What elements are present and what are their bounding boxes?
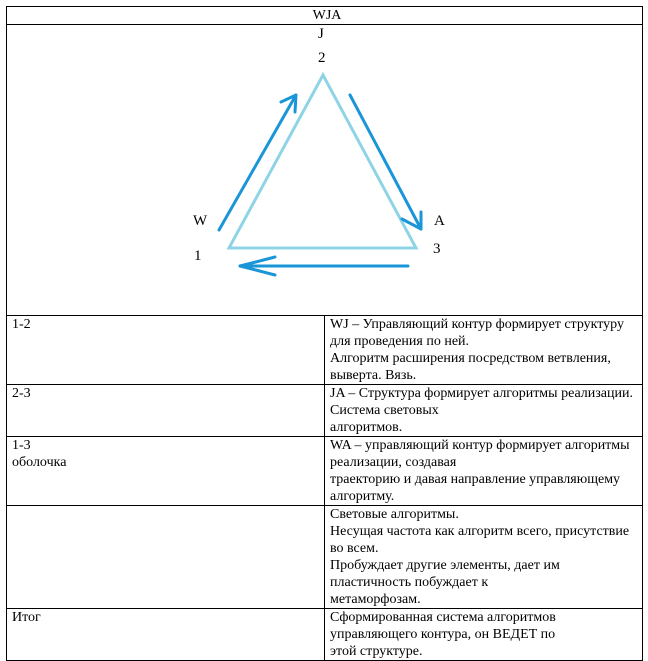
row-description: Сформированная система алгоритмов управляющего контура, он ВЕДЕТ по этой структуре. [325, 609, 643, 661]
triangle-diagram [7, 25, 643, 315]
table-title: WJA [7, 7, 643, 25]
row-key: 1-2 [7, 316, 325, 385]
vertex-number-1: 1 [194, 248, 202, 264]
triangle-diagram-cell [7, 25, 643, 316]
row-key: Итог [7, 609, 325, 661]
arrow-1-to-2 [219, 95, 296, 230]
row-description: Световые алгоритмы. Несущая частота как алгоритм всего, присутствие во всем. Пробуждает другие элементы, дает им пластичность побуждает к метаморфозам. [325, 506, 643, 609]
vertex-number-3: 3 [433, 241, 441, 257]
vertex-letter-w: W [193, 213, 208, 229]
row-description: WA – управляющий контур формирует алгоритмы реализации, создавая траекторию и давая направление управляющему алгоритму. [325, 437, 643, 506]
table-row [7, 609, 643, 661]
table-row [7, 506, 643, 609]
table-row [7, 316, 643, 385]
table-row [7, 437, 643, 506]
row-key [7, 506, 325, 609]
row-description: JA – Структура формирует алгоритмы реализации. Система световых алгоритмов. [325, 385, 643, 437]
row-key: 1-3 оболочка [7, 437, 325, 506]
table-row [7, 385, 643, 437]
row-key: 2-3 [7, 385, 325, 437]
wja-table [6, 6, 643, 661]
arrow-2-to-3 [350, 95, 421, 229]
vertex-number-2: 2 [318, 50, 326, 66]
row-description: WJ – Управляющий контур формирует структуру для проведения по ней. Алгоритм расширения посредством ветвления, выверта. Вязь. [325, 316, 643, 385]
arrow-3-to-1 [240, 257, 408, 275]
vertex-letter-a: A [434, 213, 445, 229]
vertex-letter-j: J [318, 26, 324, 42]
